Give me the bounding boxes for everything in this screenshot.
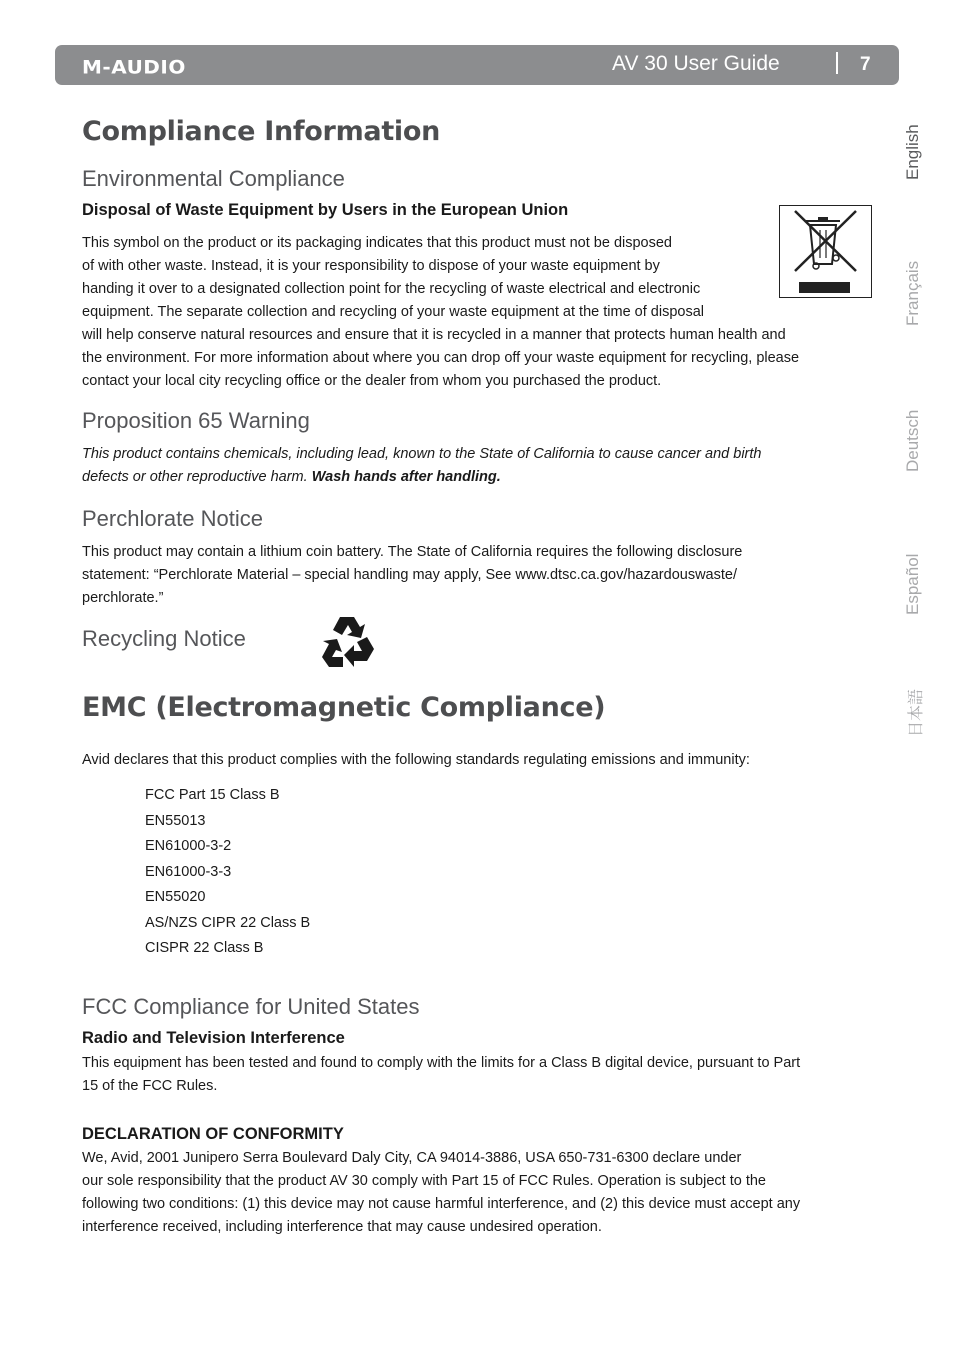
environmental-body: This symbol on the product or its packaging indicates that this product must not be disposed of with other waste. Instead, it is your responsibility to dispose of your waste equipment by handing it over to a designated collection point for the recycling of waste electrical and electronic equipment. The separate collection and recycling of your waste equipment at the time of disposal will help conserve natural resources and ensure that it is recycled in a manner that protects human health and the environment. For more information about where you can drop off your waste equipment for recycling, please contact your local city recycling office or the dealer from whom you purchased the product.	[82, 235, 800, 389]
prop65-body: This product contains chemicals, including lead, known to the State of California to cause cancer and birth defects or other reproductive harm. Wash hands after handling.	[82, 446, 762, 485]
list-item: AS/NZS CIPR 22 Class B	[145, 914, 311, 931]
language-tab-french[interactable]: Français	[903, 260, 922, 326]
perchlorate-body: This product may contain a lithium coin battery. The State of California requires the following disclosure statement: “Perchlorate Material – special handling may apply, See www.dtsc.ca.gov/hazardouswaste/ perchlorate.”	[82, 544, 743, 606]
declaration-body: We, Avid, 2001 Junipero Serra Boulevard Daly City, CA 94014-3886, USA 650-731-6300 declare under our sole responsibility that the product AV 30 comply with Part 15 of FCC Rules. Operation is subject to the following two conditions: (1) this device may not cause harmful interference, and (2) this device must accept any interference received, including interference that may cause undesired operation.	[82, 1150, 801, 1235]
list-item: EN61000-3-2	[145, 838, 232, 854]
list-item: EN55020	[145, 889, 206, 905]
fcc-heading: FCC Compliance for United States	[82, 994, 420, 1019]
emc-intro: Avid declares that this product complies with the following standards regulating emissions and immunity:	[82, 752, 750, 768]
guide-title: AV 30 User Guide	[612, 52, 780, 75]
list-item: FCC Part 15 Class B	[145, 787, 280, 803]
page-number: 7	[860, 54, 871, 75]
disposal-subheading: Disposal of Waste Equipment by Users in the European Union	[82, 201, 569, 219]
compliance-title: Compliance Information	[82, 116, 441, 147]
language-tab-english[interactable]: English	[903, 124, 922, 180]
prop65-warning-bold: Wash hands after handling.	[311, 469, 501, 485]
radio-tv-heading: Radio and Television Interference	[82, 1029, 345, 1047]
list-item: EN61000-3-3	[145, 863, 232, 880]
language-tab-german[interactable]: Deutsch	[903, 409, 922, 472]
recycling-heading: Recycling Notice	[82, 626, 246, 651]
language-tab-japanese[interactable]: 日本語	[908, 688, 925, 737]
header-divider	[836, 52, 838, 74]
radio-tv-body: This equipment has been tested and found to comply with the limits for a Class B digital device, pursuant to Part 15 of the FCC Rules.	[82, 1055, 801, 1094]
declaration-heading: DECLARATION OF CONFORMITY	[82, 1125, 344, 1143]
perchlorate-heading: Perchlorate Notice	[82, 506, 263, 531]
brand-logo: M-AUDIO	[82, 55, 186, 79]
language-tab-spanish[interactable]: Español	[903, 553, 922, 615]
recycle-icon	[318, 613, 378, 669]
standards-list	[145, 783, 310, 962]
prop65-heading: Proposition 65 Warning	[82, 408, 310, 433]
emc-title: EMC (Electromagnetic Compliance)	[82, 692, 606, 723]
list-item: EN55013	[145, 812, 206, 829]
weee-bin-icon	[779, 205, 872, 298]
list-item: CISPR 22 Class B	[145, 940, 264, 956]
environmental-heading: Environmental Compliance	[82, 166, 345, 191]
